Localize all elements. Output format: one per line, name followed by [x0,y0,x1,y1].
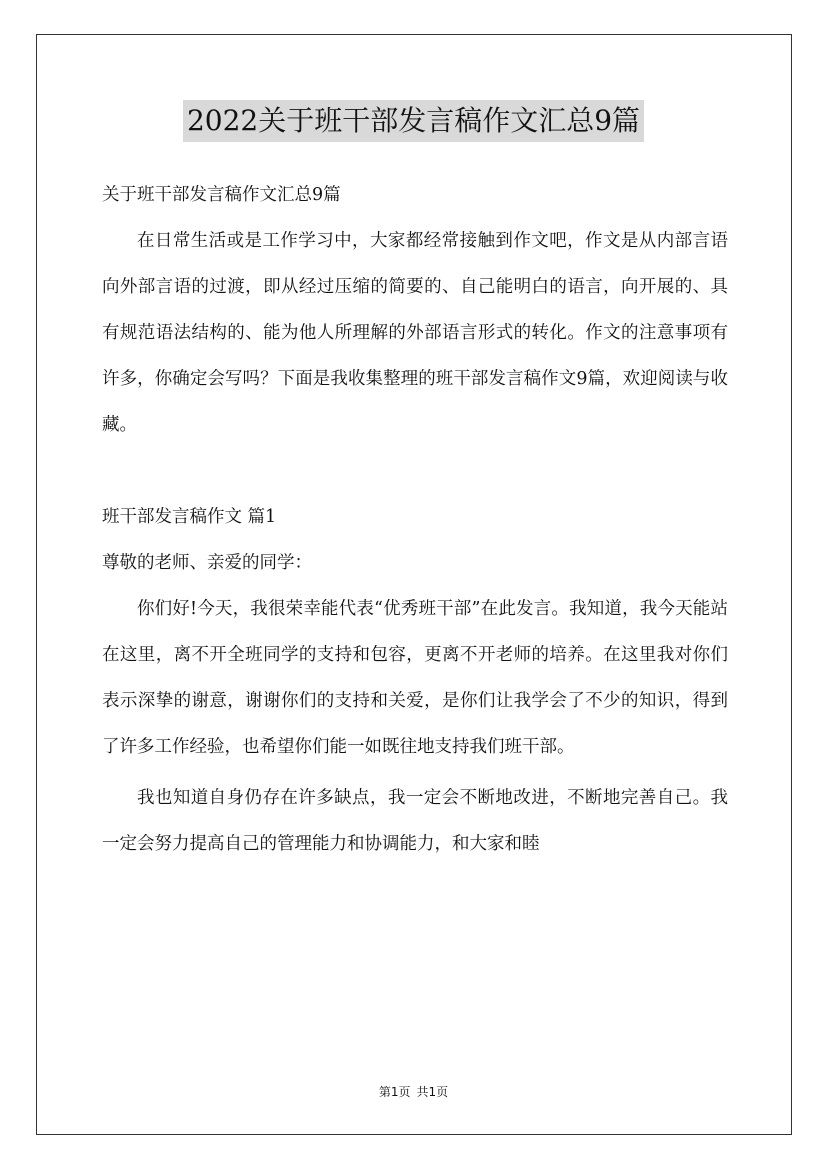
body-paragraph-1: 你们好!今天，我很荣幸能代表“优秀班干部”在此发言。我知道，我今天能站在这里，离不开全班同学的支持和包容，更离不开老师的培养。在这里我对你们表示深挚的谢意，谢谢你们的支持和关爱，是你们让我学会了不少的知识，得到了许多工作经验，也希望你们能一如既往地支持我们班干部。 [102,599,728,757]
page-total: 共1页 [416,1085,449,1099]
document-subtitle: 关于班干部发言稿作文汇总9篇 [102,185,341,205]
document-body [102,172,728,867]
document-title: 2022关于班干部发言稿作文汇总9篇 [183,100,644,142]
section-heading: 班干部发言稿作文 篇1 [102,507,277,527]
page-number: 第1页 [378,1085,411,1099]
page-footer [0,1082,827,1102]
title-container [0,100,827,142]
blank-line [102,448,728,494]
body-paragraph-2: 我也知道自身仍存在许多缺点，我一定会不断地改进，不断地完善自己。我一定会努力提高自己的管理能力和协调能力，和大家和睦 [102,788,728,854]
salutation: 尊敬的老师、亲爱的同学： [102,553,312,573]
intro-paragraph: 在日常生活或是工作学习中，大家都经常接触到作文吧，作文是从内部言语向外部言语的过渡，即从经过压缩的简要的、自己能明白的语言，向开展的、具有规范语法结构的、能为他人所理解的外部语言形式的转化。作文的注意事项有许多，你确定会写吗？下面是我收集整理的班干部发言稿作文9篇，欢迎阅读与收藏。 [102,231,728,435]
